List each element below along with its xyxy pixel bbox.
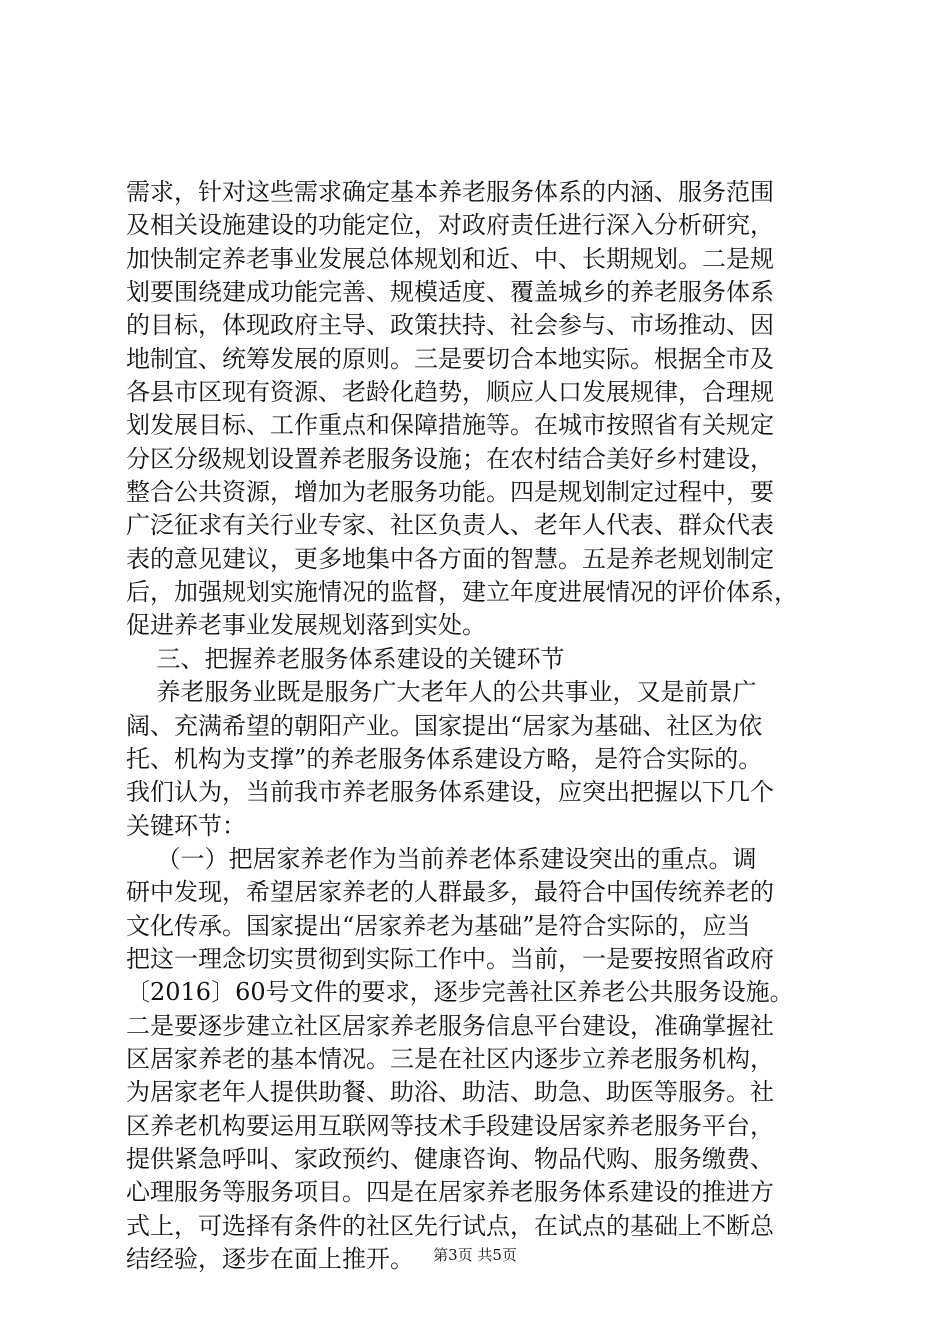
- body-line: 的目标，体现政府主导、政策扶持、社会参与、市场推动、因: [126, 311, 774, 340]
- page-footer: 第3页 共5页: [433, 1246, 517, 1264]
- body-line: 〔2016〕60号文件的要求，逐步完善社区养老公共服务设施。: [126, 978, 794, 1007]
- body-line: 二是要逐步建立社区居家养老服务信息平台建设，准确掌握社: [126, 1011, 774, 1040]
- body-line: 心理服务等服务项目。四是在居家养老服务体系建设的推进方: [126, 1178, 774, 1207]
- body-line: 研中发现，希望居家养老的人群最多，最符合中国传统养老的: [126, 878, 774, 907]
- body-line: 把这一理念切实贯彻到实际工作中。当前，一是要按照省政府: [126, 944, 774, 973]
- body-line: 及相关设施建设的功能定位，对政府责任进行深入分析研究，: [126, 211, 774, 240]
- body-line: 托、机构为支撑”的养老服务体系建设方略，是符合实际的。: [126, 744, 763, 773]
- body-line: 分区分级规划设置养老服务设施；在农村结合美好乡村建设，: [126, 444, 774, 473]
- body-line: 促进养老事业发展规划落到实处。: [126, 611, 486, 640]
- body-line: 区养老机构要运用互联网等技术手段建设居家养老服务平台，: [126, 1111, 774, 1140]
- body-line: 广泛征求有关行业专家、社区负责人、老年人代表、群众代表: [126, 511, 774, 540]
- body-line: 地制宜、统筹发展的原则。三是要切合本地实际。根据全市及: [126, 344, 774, 373]
- body-line: 文化传承。国家提出“居家养老为基础”是符合实际的，应当: [126, 911, 751, 940]
- body-line: 三、把握养老服务体系建设的关键环节: [126, 644, 565, 673]
- body-line: 关键环节：: [126, 811, 246, 840]
- body-line: 表的意见建议，更多地集中各方面的智慧。五是养老规划制定: [126, 544, 774, 573]
- body-line: 区居家养老的基本情况。三是在社区内逐步立养老服务机构，: [126, 1044, 774, 1073]
- body-line: 为居家老年人提供助餐、助浴、助洁、助急、助医等服务。社: [126, 1078, 774, 1107]
- body-line: 划要围绕建成功能完善、规模适度、覆盖城乡的养老服务体系: [126, 278, 774, 307]
- body-line: 后，加强规划实施情况的监督，建立年度进展情况的评价体系，: [126, 578, 798, 607]
- body-line: 提供紧急呼叫、家政预约、健康咨询、物品代购、服务缴费、: [126, 1144, 774, 1173]
- body-line: 我们认为，当前我市养老服务体系建设，应突出把握以下几个: [126, 778, 774, 807]
- body-line: 养老服务业既是服务广大老年人的公共事业，又是前景广: [126, 678, 757, 707]
- body-line: 划发展目标、工作重点和保障措施等。在城市按照省有关规定: [126, 411, 774, 440]
- body-line: 阔、充满希望的朝阳产业。国家提出“居家为基础、社区为依: [126, 711, 763, 740]
- body-line: 加快制定养老事业发展总体规划和近、中、长期规划。二是规: [126, 244, 774, 273]
- body-line: 结经验，逐步在面上推开。: [126, 1245, 414, 1273]
- body-line: 各县市区现有资源、老龄化趋势，顺应人口发展规律，合理规: [126, 378, 774, 407]
- body-line: 需求，针对这些需求确定基本养老服务体系的内涵、服务范围: [126, 178, 774, 206]
- body-line: 式上，可选择有条件的社区先行试点，在试点的基础上不断总: [126, 1211, 774, 1240]
- body-line: 整合公共资源，增加为老服务功能。四是规划制定过程中，要: [126, 478, 774, 507]
- body-line: （一）把居家养老作为当前养老体系建设突出的重点。调: [126, 844, 757, 873]
- document-body: [126, 176, 826, 1276]
